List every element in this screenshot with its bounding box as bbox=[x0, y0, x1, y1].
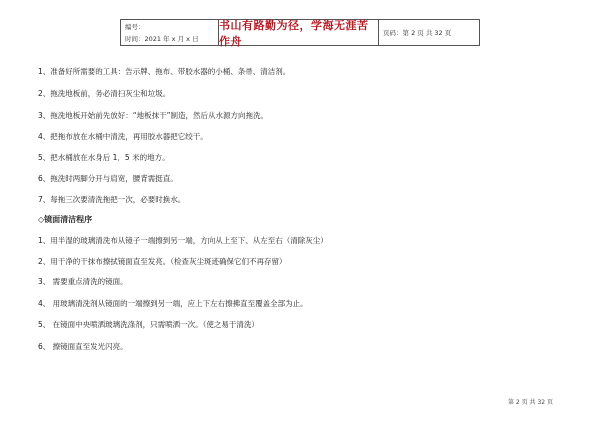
header-motto: 书山有路勤为径，学海无涯苦作舟 bbox=[219, 20, 379, 45]
header-time-label: 时间：2021 年 x 月 x 日 bbox=[125, 35, 199, 43]
mirror-step-1: 1、用半湿的玻璃清洗布从镜子一端擦到另一端，方向从上至下、从左至右（清除灰尘） bbox=[38, 236, 328, 245]
mirror-step-5: 5、 在镜面中央喷洒玻璃洗涤剂，只需喷洒一次。（使之易于清洗） bbox=[38, 320, 259, 329]
header-number-label: 编号： bbox=[125, 23, 145, 31]
floor-step-1: 1、准备好所需要的工具：告示牌、拖布、带胶水器的小桶、条帚、清洁剂。 bbox=[38, 67, 291, 76]
floor-step-5: 5、把水桶放在水身后 1．5 米的地方。 bbox=[38, 153, 170, 162]
floor-step-7: 7、每拖三次要清洗拖把一次，必要时换水。 bbox=[38, 195, 186, 204]
floor-step-6: 6、拖洗时两脚分开与肩宽，腰背需挺直。 bbox=[38, 174, 178, 183]
header-page-info: 页码：第 2 页 共 32 页 bbox=[383, 29, 452, 37]
mirror-step-4: 4、 用玻璃清洗剂从镜面的一端擦到另一端，应上下左右擦拂直至覆盖全部为止。 bbox=[38, 299, 308, 308]
page-header bbox=[120, 19, 480, 46]
mirror-step-2: 2、用干净的干抹布擦拭镜面直至发亮。（检查灰尘斑迹确保它们不再存留） bbox=[38, 257, 287, 266]
page-footer: 第 2 页 共 32 页 bbox=[508, 399, 553, 406]
mirror-step-3: 3、 需要重点清洗的镜面。 bbox=[38, 277, 128, 286]
floor-step-4: 4、把拖布放在水桶中清洗，再用胶水器把它绞干。 bbox=[38, 132, 208, 141]
floor-step-2: 2、拖洗地板前，务必清扫灰尘和垃圾。 bbox=[38, 89, 171, 98]
mirror-section-title: ◇镜面清洁程序 bbox=[38, 215, 93, 224]
mirror-step-6: 6、 擦镜面直至发光闪亮。 bbox=[38, 342, 128, 351]
header-meta bbox=[121, 20, 219, 45]
floor-step-3: 3、拖洗地板开始前先放好：“地板抹干”制造，然后从水源方向拖洗。 bbox=[38, 111, 269, 120]
